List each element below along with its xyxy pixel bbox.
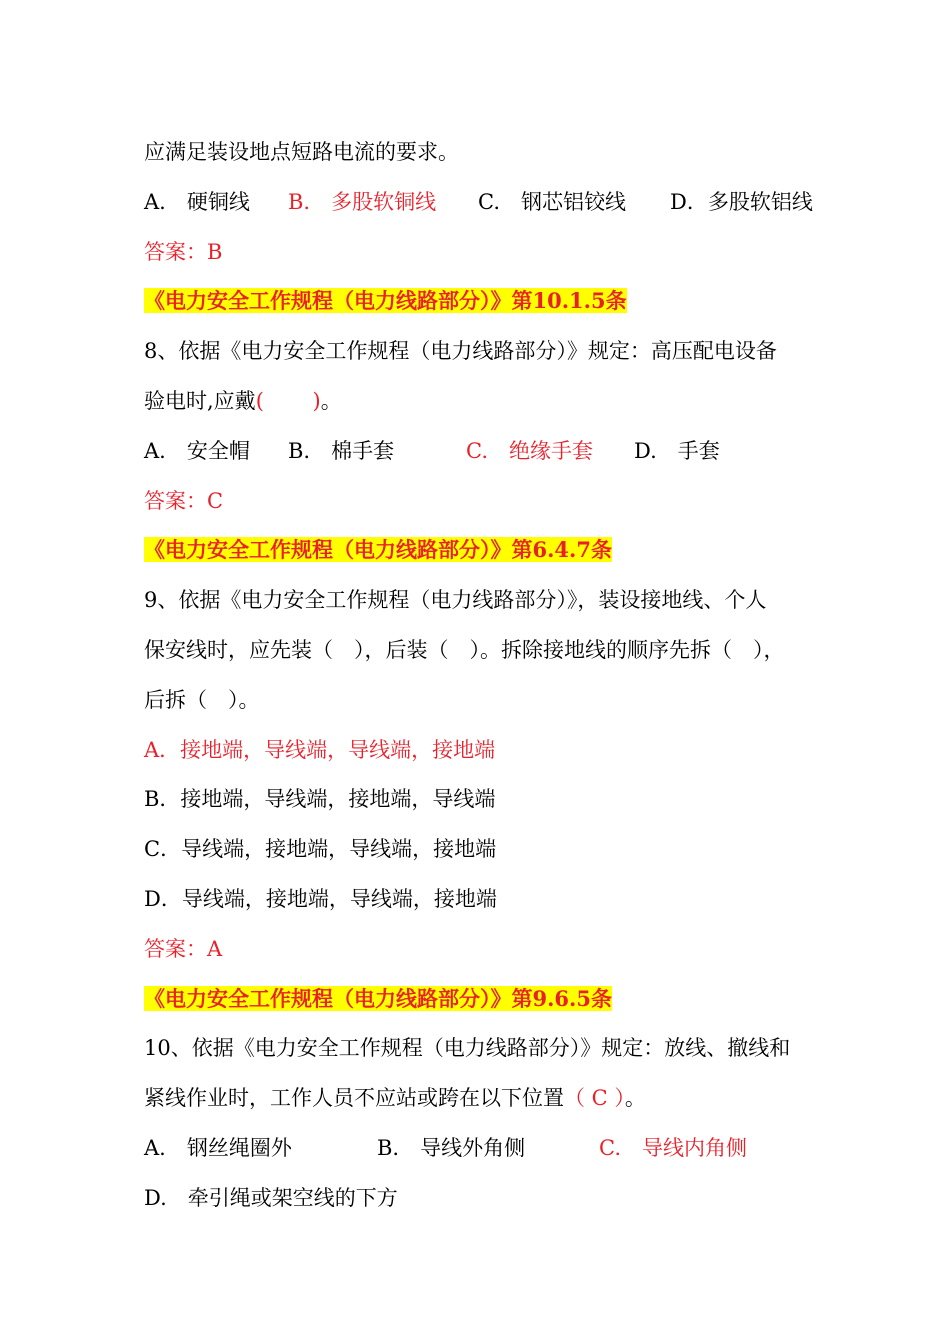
q10-option-d: D. 牵引绳或架空线的下方	[144, 1185, 398, 1210]
q8-reference	[144, 528, 864, 578]
q9-stem-line2: 保安线时，应先装（ ），后装（ ）。拆除接地线的顺序先拆（ ），	[144, 637, 785, 662]
q9-answer: 答案：A	[144, 936, 223, 961]
q10-blank: （ C ）	[564, 1086, 625, 1111]
q7-continuation-text: 应满足装设地点短路电流的要求。	[144, 140, 459, 164]
q7-options	[144, 180, 864, 230]
q7-reference	[144, 279, 864, 329]
q9-option-d: D．导线端，接地端，导线端，接地端	[144, 886, 497, 911]
q10-stem-line2	[144, 1076, 864, 1126]
q8-stem-line1: 8、依据《电力安全工作规程（电力线路部分）》规定：高压配电设备	[144, 339, 777, 364]
q8-stem-end: 。	[320, 388, 342, 413]
document-page	[144, 130, 864, 1226]
q8-options	[144, 429, 864, 479]
q8-option-b: B. 棉手套	[288, 438, 395, 463]
q10-option-a: A. 钢丝绳圈外	[144, 1135, 292, 1160]
q10-option-b: B. 导线外角侧	[377, 1135, 526, 1160]
q10-options	[144, 1126, 864, 1176]
q8-blank: ( )	[255, 388, 321, 413]
q10-option-c: C. 导线内角侧	[599, 1135, 747, 1160]
q9-option-a: A．接地端，导线端，导线端，接地端	[144, 737, 496, 762]
q7-option-d: D．多股软铝线	[670, 189, 813, 214]
q10-stem-text: 紧线作业时，工作人员不应站或跨在以下位置	[144, 1086, 564, 1111]
q8-reference-text: 《电力安全工作规程（电力线路部分）》第6.4.7条	[144, 537, 612, 563]
q10-stem-line1: 10、依据《电力安全工作规程（电力线路部分）》规定：放线、撤线和	[144, 1036, 791, 1061]
q9-reference	[144, 977, 864, 1027]
q9-stem-line3: 后拆（ ）。	[144, 687, 260, 712]
q8-option-d: D. 手套	[634, 438, 720, 463]
q7-option-b: B. 多股软铜线	[288, 189, 437, 214]
q7-option-c: C. 钢芯铝铰线	[478, 189, 626, 214]
q7-continuation	[144, 130, 864, 180]
q9-reference-text: 《电力安全工作规程（电力线路部分）》第9.6.5条	[144, 985, 612, 1011]
q7-option-a: A. 硬铜线	[144, 189, 250, 214]
q8-stem-text: 验电时,应戴	[144, 388, 256, 413]
q9-option-c: C．导线端，接地端，导线端，接地端	[144, 837, 497, 862]
q9-option-b: B．接地端，导线端，接地端，导线端	[144, 787, 496, 812]
q7-reference-text: 《电力安全工作规程（电力线路部分）》第10.1.5条	[144, 288, 627, 314]
q9-stem-line1: 9、依据《电力安全工作规程（电力线路部分）》，装设接地线、个人	[144, 588, 767, 613]
q8-option-a: A. 安全帽	[144, 438, 250, 463]
q7-answer: 答案：B	[144, 239, 223, 264]
q8-answer: 答案：C	[144, 488, 224, 513]
q10-stem-end: 。	[624, 1086, 646, 1111]
q8-stem-line2	[144, 379, 864, 429]
q8-option-c: C. 绝缘手套	[466, 438, 593, 463]
